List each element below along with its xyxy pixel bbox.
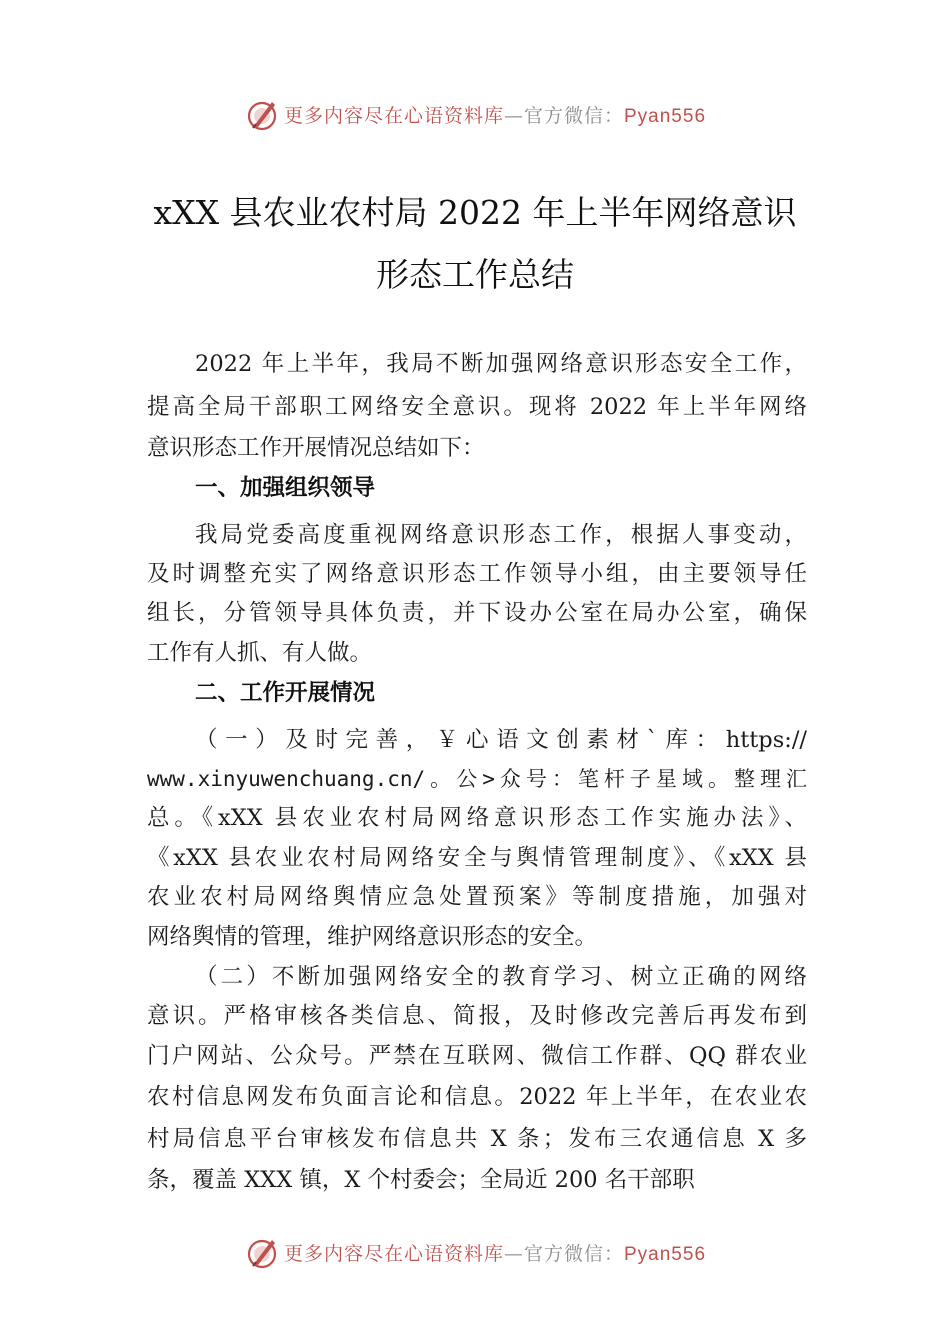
title-line-1: xXX 县农业农村局 2022 年上半年网络意识 bbox=[153, 193, 797, 232]
paragraph-line: 农业农村局网络舆情应急处置预案》等制度措施，加强对 bbox=[147, 884, 807, 910]
document-title bbox=[130, 182, 820, 306]
header-banner bbox=[0, 94, 950, 134]
paragraph-line: 组长，分管领导具体负责，并下设办公室在局办公室，确保 bbox=[147, 600, 807, 626]
paragraph-line: 及时调整充实了网络意识形态工作领导小组，由主要领导任 bbox=[147, 561, 807, 587]
banner-brand: 更多内容尽在心语资料库 bbox=[283, 104, 504, 127]
paragraph-line: 意识。严格审核各类信息、简报，及时修改完善后再发布到 bbox=[147, 1003, 807, 1029]
paragraph-line: 工作有人抓、有人做。 bbox=[147, 640, 373, 666]
banner-text bbox=[284, 1239, 706, 1266]
paragraph-line: 2022 年上半年，我局不断加强网络意识形态安全工作， bbox=[195, 351, 807, 377]
banner-dash: — bbox=[503, 1242, 524, 1265]
quill-logo-icon bbox=[244, 96, 280, 132]
paragraph-line: 门户网站、公众号。严禁在互联网、微信工作群、QQ 群农业 bbox=[147, 1043, 807, 1069]
title-line-2: 形态工作总结 bbox=[376, 255, 574, 294]
paragraph-line: 意识形态工作开展情况总结如下： bbox=[147, 435, 485, 461]
paragraph-line: 总。《xXX 县农业农村局网络意识形态工作实施办法》、 bbox=[147, 805, 807, 831]
section-heading-2: 二、工作开展情况 bbox=[195, 680, 376, 706]
paragraph-line: 农村信息网发布负面言论和信息。2022 年上半年，在农业农 bbox=[147, 1084, 807, 1110]
banner-wechat-label: 官方微信： bbox=[523, 104, 624, 127]
section-heading-1: 一、加强组织领导 bbox=[195, 475, 376, 501]
paragraph-line: （一）及时完善，￥心语文创素材`库：https:// bbox=[195, 727, 807, 753]
paragraph-line: 我局党委高度重视网络意识形态工作，根据人事变动， bbox=[195, 522, 807, 548]
paragraph-line: 条，覆盖 XXX 镇，X 个村委会；全局近 200 名干部职 bbox=[147, 1167, 695, 1193]
paragraph-line: 网络舆情的管理，维护网络意识形态的安全。 bbox=[147, 924, 598, 950]
banner-dash: — bbox=[503, 104, 524, 127]
footer-banner bbox=[0, 1232, 950, 1272]
banner-brand: 更多内容尽在心语资料库 bbox=[283, 1242, 504, 1265]
paragraph-line: 《xXX 县农业农村局网络安全与舆情管理制度》、《xXX 县 bbox=[147, 845, 807, 871]
paragraph-line: 村局信息平台审核发布信息共 X 条；发布三农通信息 X 多 bbox=[147, 1126, 807, 1152]
banner-wechat-id: Pyan556 bbox=[624, 105, 707, 127]
paragraph-line: 提高全局干部职工网络安全意识。现将 2022 年上半年网络 bbox=[147, 394, 807, 420]
banner-text bbox=[284, 101, 706, 128]
paragraph-line: www.xinyuwenchuang.cn/。公>众号：笔杆子星域。整理汇 bbox=[147, 767, 807, 791]
paragraph-line: （二）不断加强网络安全的教育学习、树立正确的网络 bbox=[195, 964, 807, 990]
quill-logo-icon bbox=[244, 1234, 280, 1270]
banner-wechat-id: Pyan556 bbox=[624, 1243, 707, 1265]
banner-wechat-label: 官方微信： bbox=[523, 1242, 624, 1265]
